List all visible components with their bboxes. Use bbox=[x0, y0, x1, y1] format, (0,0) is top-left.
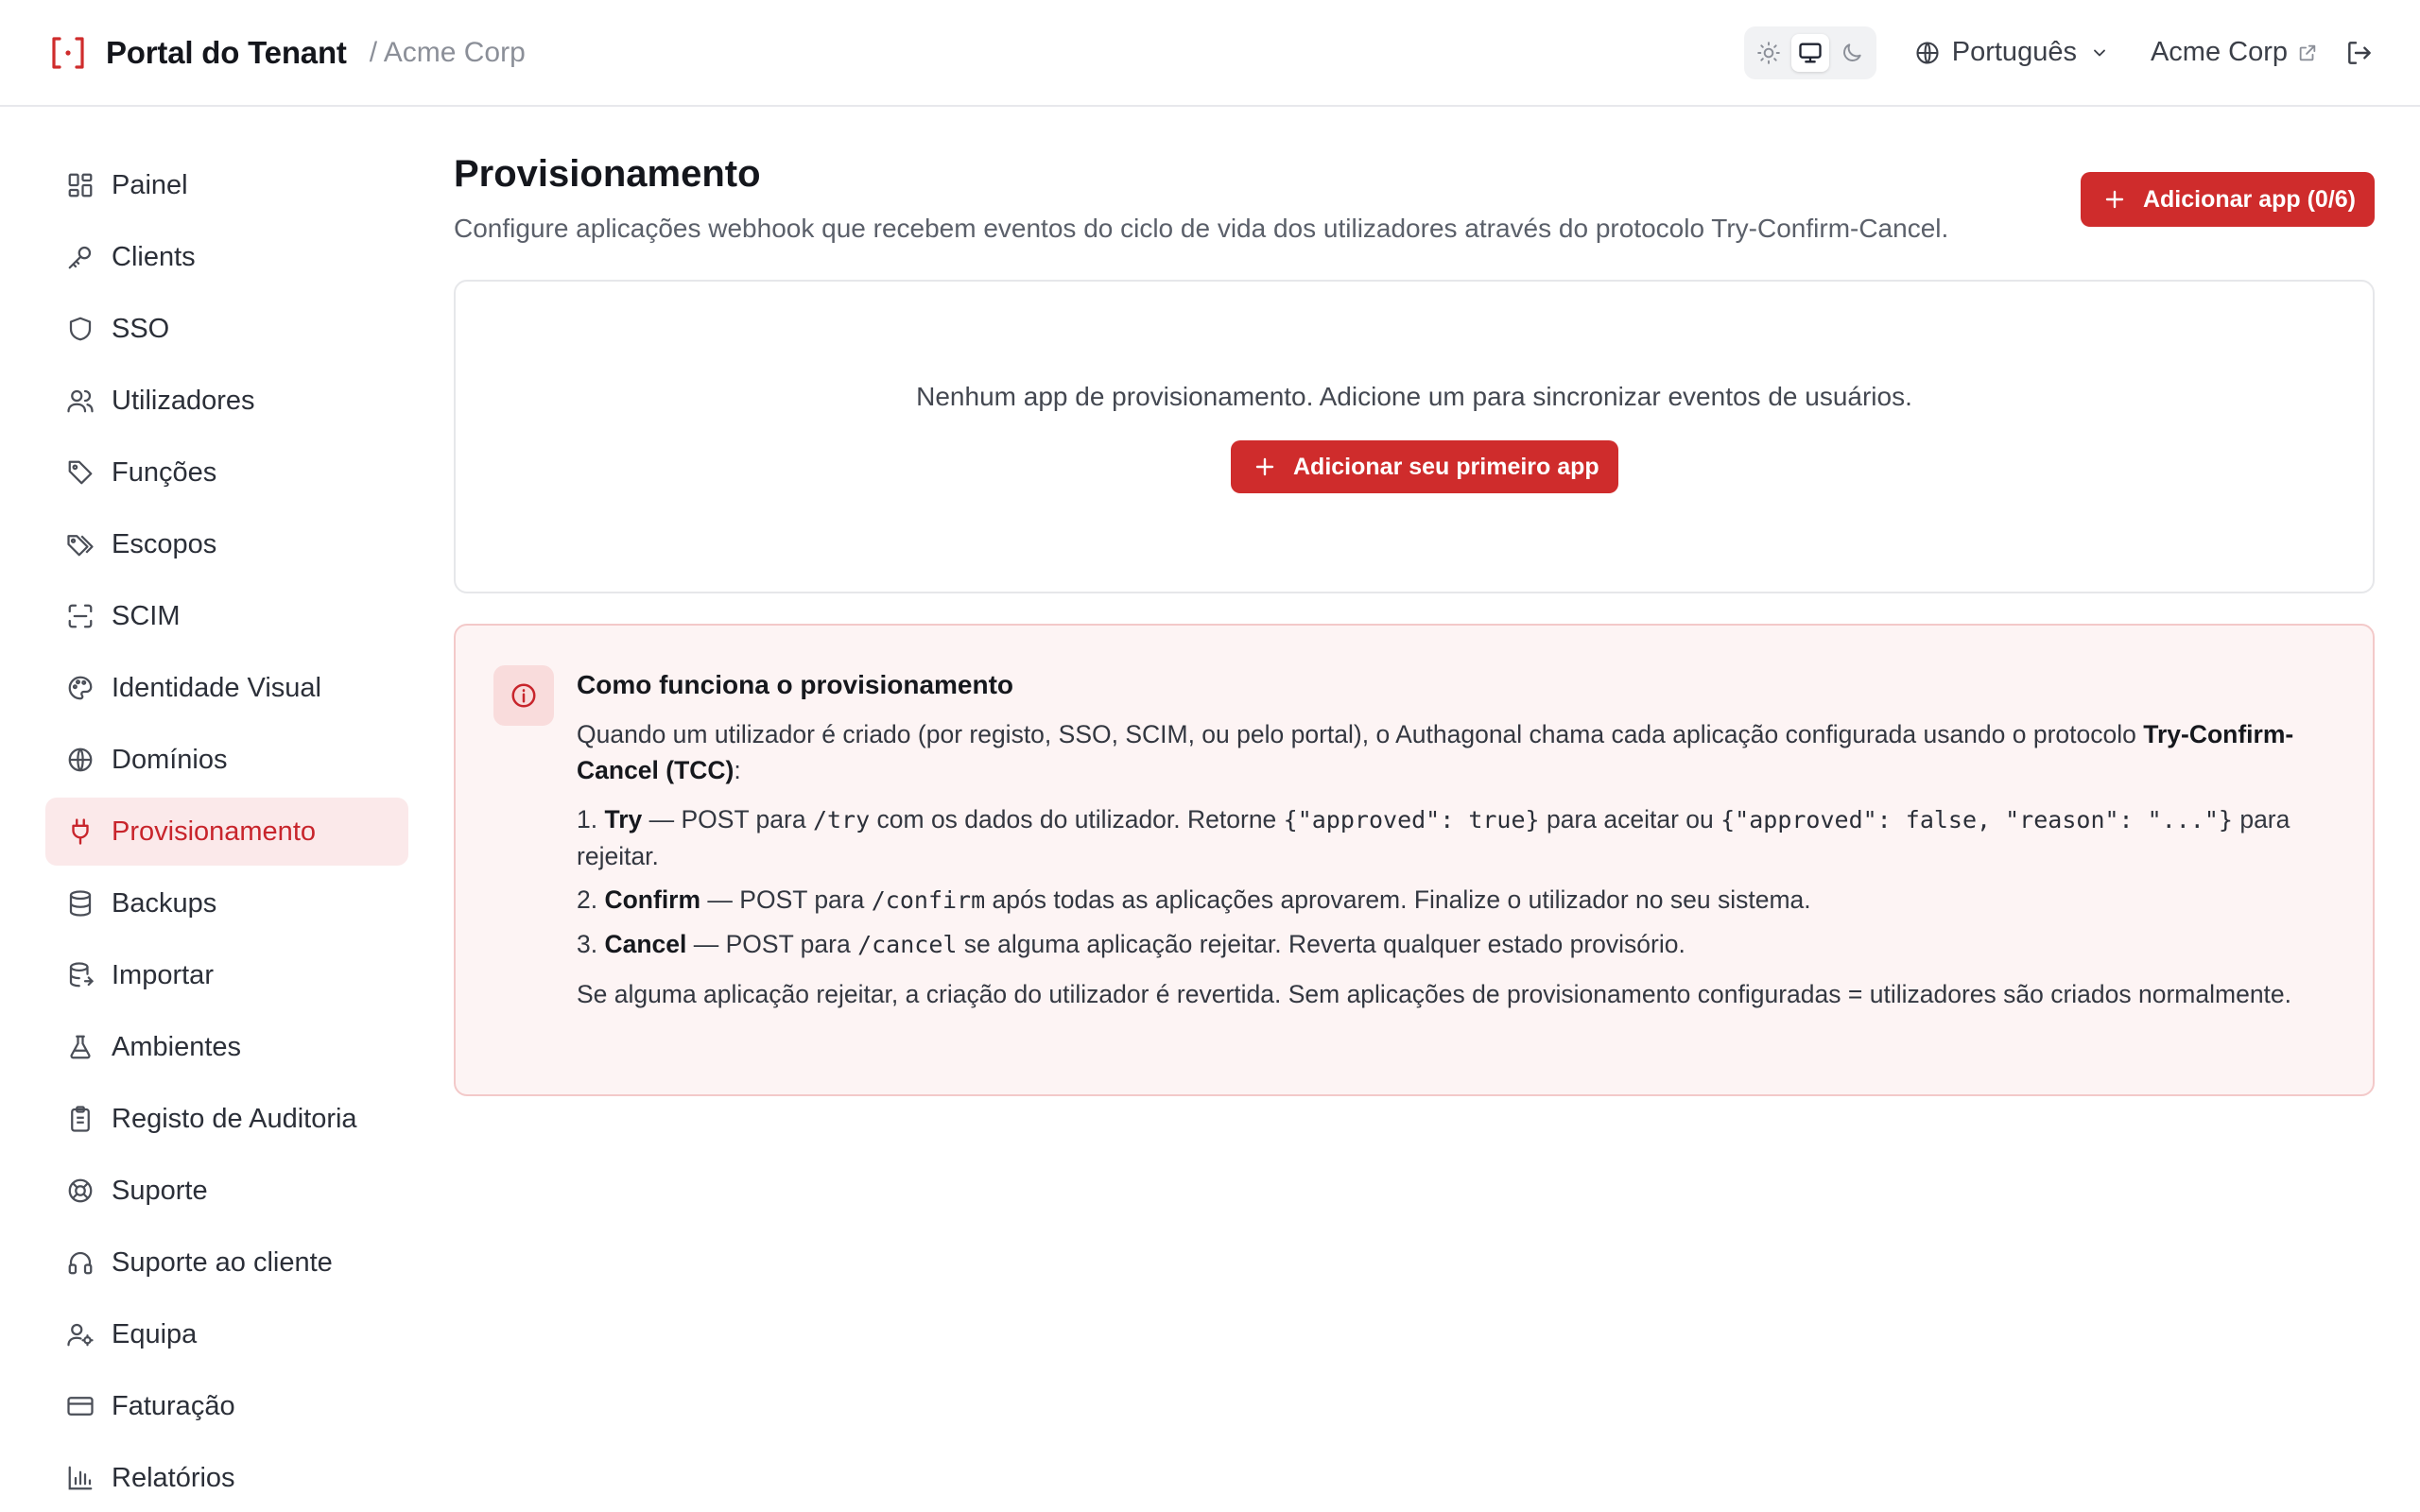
tags-icon bbox=[66, 530, 95, 558]
language-label: Português bbox=[1951, 37, 2077, 67]
step-text: — POST para bbox=[686, 930, 858, 958]
monitor-icon bbox=[1797, 40, 1824, 66]
sidebar-item-backups[interactable] bbox=[45, 869, 408, 937]
sun-icon bbox=[1756, 41, 1781, 65]
chevron-down-icon bbox=[2090, 43, 2109, 62]
tag-icon bbox=[66, 458, 95, 487]
sidebar-item-label: Funções bbox=[112, 456, 217, 488]
step-number: 1. bbox=[577, 805, 598, 833]
bar-chart-icon bbox=[66, 1464, 95, 1492]
sidebar-item-label: Painel bbox=[112, 169, 188, 200]
sidebar-item-importar[interactable] bbox=[45, 941, 408, 1009]
headset-icon bbox=[66, 1248, 95, 1277]
step-name: Cancel bbox=[604, 930, 687, 958]
org-link[interactable] bbox=[2151, 37, 2318, 68]
external-link-icon bbox=[2297, 43, 2318, 63]
sidebar-item-sso[interactable] bbox=[45, 295, 408, 363]
step-text: após todas as aplicações aprovarem. Finalize o utilizador no seu sistema. bbox=[985, 885, 1811, 914]
theme-light-button[interactable] bbox=[1750, 34, 1788, 72]
add-first-app-label: Adicionar seu primeiro app bbox=[1293, 453, 1599, 480]
logout-button[interactable] bbox=[2344, 38, 2375, 68]
language-selector[interactable] bbox=[1914, 37, 2109, 68]
globe-icon bbox=[66, 746, 95, 774]
sidebar-item-dominios[interactable] bbox=[45, 726, 408, 794]
credit-card-icon bbox=[66, 1392, 95, 1420]
shield-icon bbox=[66, 315, 95, 343]
sidebar-item-label: Backups bbox=[112, 887, 217, 919]
sidebar-item-label: Equipa bbox=[112, 1318, 198, 1349]
sidebar-item-provisionamento[interactable] bbox=[45, 798, 408, 866]
clipboard-icon bbox=[66, 1105, 95, 1133]
sidebar-item-faturacao[interactable] bbox=[45, 1372, 408, 1440]
step-text: se alguma aplicação rejeitar. Reverta qualquer estado provisório. bbox=[957, 930, 1685, 958]
sidebar-item-painel[interactable] bbox=[45, 151, 408, 219]
info-intro-text: Quando um utilizador é criado (por registo, SSO, SCIM, ou pelo portal), o Authagonal chama cada aplicação configurada usando o protocolo bbox=[577, 720, 2144, 748]
step-path: /cancel bbox=[857, 931, 958, 958]
step-number: 3. bbox=[577, 930, 598, 958]
app-title: Portal do Tenant bbox=[106, 34, 347, 70]
top-header bbox=[0, 0, 2420, 107]
sidebar-item-identidade-visual[interactable] bbox=[45, 654, 408, 722]
sidebar-item-clients[interactable] bbox=[45, 223, 408, 291]
sidebar-item-utilizadores[interactable] bbox=[45, 367, 408, 435]
empty-state-text: Nenhum app de provisionamento. Adicione um para sincronizar eventos de usuários. bbox=[916, 382, 1912, 411]
add-app-label: Adicionar app (0/6) bbox=[2142, 185, 2356, 213]
add-app-button[interactable] bbox=[2081, 172, 2375, 227]
tenant-breadcrumb: / Acme Corp bbox=[369, 36, 526, 68]
key-icon bbox=[66, 243, 95, 271]
theme-toggle bbox=[1744, 26, 1876, 79]
org-label: Acme Corp bbox=[2150, 37, 2288, 67]
sidebar-item-ambientes[interactable] bbox=[45, 1013, 408, 1081]
plus-icon bbox=[2103, 188, 2126, 211]
plus-icon bbox=[1253, 455, 1276, 478]
lifebuoy-icon bbox=[66, 1177, 95, 1205]
palette-icon bbox=[66, 674, 95, 702]
step-text: — POST para bbox=[642, 805, 813, 833]
brand[interactable] bbox=[49, 34, 526, 72]
sidebar-item-label: Faturação bbox=[112, 1390, 235, 1421]
sidebar-item-scim[interactable] bbox=[45, 582, 408, 650]
step-text: — POST para bbox=[700, 885, 872, 914]
empty-state-card bbox=[454, 280, 2375, 593]
sidebar-item-label: Ambientes bbox=[112, 1031, 242, 1062]
add-first-app-button[interactable] bbox=[1231, 440, 1618, 493]
globe-icon bbox=[1914, 40, 1941, 66]
sidebar-item-equipa[interactable] bbox=[45, 1300, 408, 1368]
sidebar-item-suporte-cliente[interactable] bbox=[45, 1228, 408, 1297]
sidebar-item-label: Clients bbox=[112, 241, 196, 272]
user-cog-icon bbox=[66, 1320, 95, 1349]
theme-system-button[interactable] bbox=[1791, 34, 1829, 72]
step-confirm bbox=[577, 882, 2344, 919]
sidebar-item-label: Identidade Visual bbox=[112, 672, 321, 703]
sidebar-item-label: SSO bbox=[112, 313, 170, 344]
plug-icon bbox=[66, 817, 95, 846]
theme-dark-button[interactable] bbox=[1833, 34, 1871, 72]
sidebar-item-label: Suporte bbox=[112, 1175, 208, 1206]
moon-icon bbox=[1840, 41, 1864, 65]
info-intro-end: : bbox=[734, 756, 741, 784]
info-footer: Se alguma aplicação rejeitar, a criação do utilizador é revertida. Sem aplicações de provisionamento configuradas = utilizadores são criados normalmente. bbox=[577, 980, 2292, 1008]
page-title: Provisionamento bbox=[454, 153, 761, 195]
sidebar-item-label: Relatórios bbox=[112, 1462, 235, 1493]
database-import-icon bbox=[66, 961, 95, 989]
info-body bbox=[577, 667, 2344, 1012]
scan-icon bbox=[66, 602, 95, 630]
step-name: Try bbox=[604, 805, 643, 833]
sidebar-item-suporte[interactable] bbox=[45, 1157, 408, 1225]
sidebar-item-label: Domínios bbox=[112, 744, 228, 775]
info-title: Como funciona o provisionamento bbox=[577, 670, 1014, 699]
users-icon bbox=[66, 387, 95, 415]
sidebar-nav bbox=[45, 151, 408, 1512]
step-text: com os dados do utilizador. Retorne bbox=[870, 805, 1284, 833]
step-try bbox=[577, 801, 2344, 874]
sidebar-item-relatorios[interactable] bbox=[45, 1444, 408, 1512]
sidebar-item-label: Registo de Auditoria bbox=[112, 1103, 357, 1134]
database-icon bbox=[66, 889, 95, 918]
sidebar-item-label: SCIM bbox=[112, 600, 181, 631]
step-name: Confirm bbox=[604, 885, 701, 914]
dashboard-icon bbox=[66, 171, 95, 199]
info-steps bbox=[577, 801, 2344, 963]
sidebar-item-label: Importar bbox=[112, 959, 214, 990]
brackets-logo-icon bbox=[49, 34, 87, 72]
info-intro bbox=[577, 716, 2344, 788]
step-text: para rejeitar. bbox=[577, 805, 2290, 870]
sidebar-item-escopos[interactable] bbox=[45, 510, 408, 578]
logout-icon bbox=[2344, 38, 2375, 68]
sidebar-item-funcoes[interactable] bbox=[45, 438, 408, 507]
sidebar-item-label: Utilizadores bbox=[112, 385, 255, 416]
sidebar-item-label: Suporte ao cliente bbox=[112, 1246, 333, 1278]
step-path: /try bbox=[812, 806, 871, 833]
sidebar-item-label: Escopos bbox=[112, 528, 217, 559]
step-text: para aceitar ou bbox=[1539, 805, 1721, 833]
step-path: /confirm bbox=[871, 886, 986, 914]
step-code: {"approved": true} bbox=[1283, 806, 1540, 833]
info-card bbox=[454, 624, 2375, 1096]
sidebar-item-registo-auditoria[interactable] bbox=[45, 1085, 408, 1153]
step-number: 2. bbox=[577, 885, 598, 914]
sidebar-item-label: Provisionamento bbox=[112, 816, 316, 847]
step-cancel bbox=[577, 926, 2344, 963]
flask-icon bbox=[66, 1033, 95, 1061]
info-icon-box bbox=[493, 665, 554, 726]
page-description: Configure aplicações webhook que recebem eventos do ciclo de vida dos utilizadores através do protocolo Try-Confirm-Cancel. bbox=[454, 214, 1949, 243]
step-code: {"approved": false, "reason": "..."} bbox=[1720, 806, 2233, 833]
info-icon bbox=[510, 681, 538, 710]
info-intro-bold: Try-Confirm-Cancel (TCC) bbox=[577, 720, 2294, 784]
